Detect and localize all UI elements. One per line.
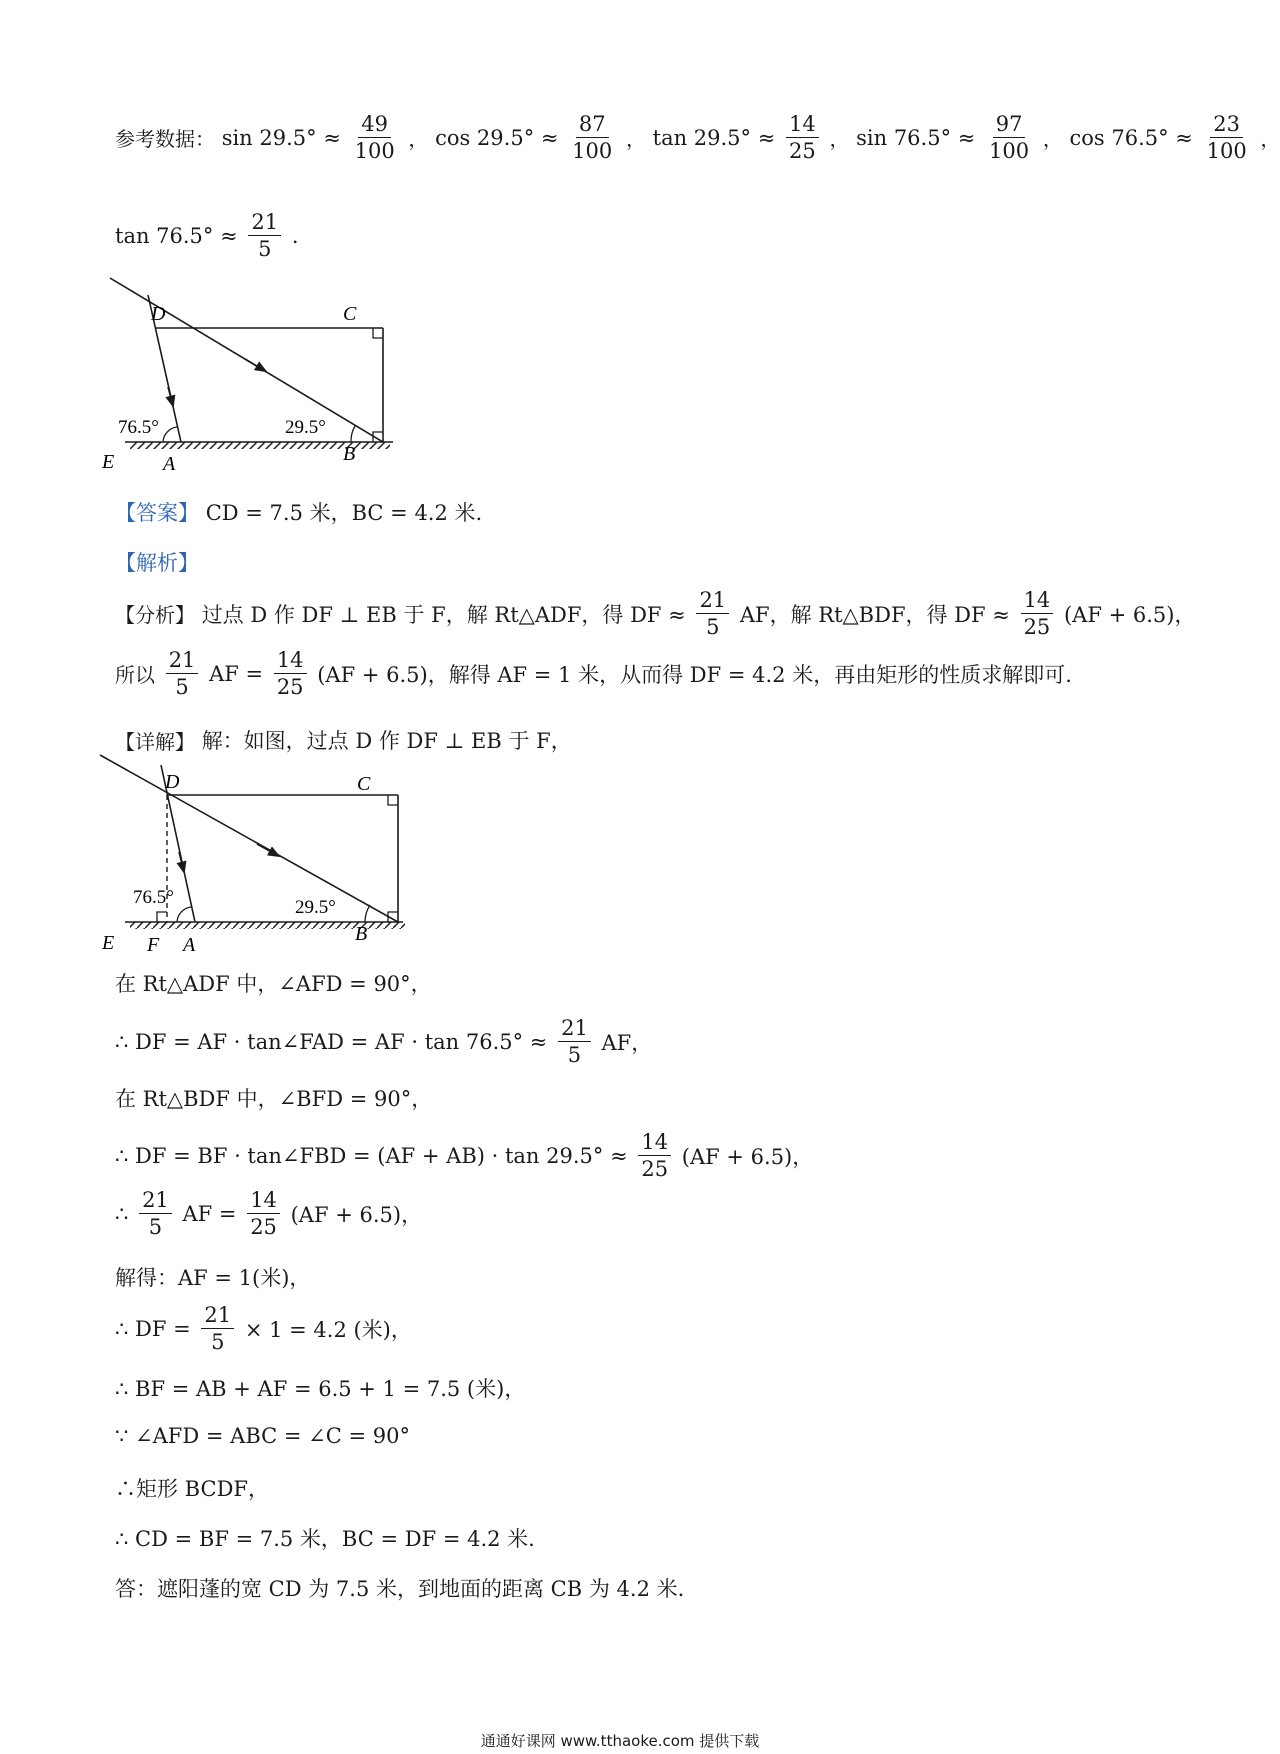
label-f-2: F	[147, 934, 160, 956]
detail-fraction-s2: $\frac{21}{5}$	[558, 1016, 591, 1067]
ref-fn-0: sin 29.5° ≈	[221, 125, 341, 150]
detail-step-3: 在 Rt△BDF 中，∠BFD = 90°，	[115, 1087, 433, 1111]
right-angle-c-2	[388, 795, 398, 805]
ref-fn-1: cos 29.5° ≈	[435, 125, 559, 150]
detail-fraction-s5a: $\frac{21}{5}$	[139, 1188, 172, 1239]
label-b: B	[343, 443, 356, 465]
fenxi-tag: 【分析】	[115, 603, 195, 628]
reference-data-line: 参考数据： sin 29.5° ≈ $\frac{49}{100}$ ， cos 29.5° ≈ $\frac{87}{100}$ ， tan 29.5° ≈ $\frac{14}{25}$ ， sin 76.5° ≈ $\frac{97}{100}$ ， cos 76.5° ≈ $\frac{23}{100}$ ，	[115, 112, 1280, 164]
fenxi-l2-b: AF =	[209, 661, 264, 686]
reference-data-line-2: tan 76.5° ≈ $\frac{21}{5}$ .	[115, 210, 299, 262]
ref-fn-4: cos 76.5° ≈	[1069, 125, 1193, 150]
figure-diagram-2	[102, 760, 445, 960]
detail-step-10: ∴矩形 BCDF，	[115, 1477, 269, 1501]
detail-step-8: ∴ BF = AB + AF = 6.5 + 1 = 7.5 (米)，	[115, 1377, 526, 1401]
page-footer: 通通好课网 www.tthaoke.com 提供下载	[480, 1732, 760, 1750]
label-b-2: B	[355, 923, 368, 945]
angle-label-a: 76.5°	[118, 417, 159, 438]
fenxi-l2-fraction-2: $\frac{14}{25}$	[274, 648, 307, 699]
ref-fn-2: tan 29.5° ≈	[652, 125, 776, 150]
ref-fraction-1: $\frac{87}{100}$	[572, 112, 613, 164]
detail-step-2: ∴ DF = AF · tan∠FAD = AF · tan 76.5° ≈ $\frac{21}{5}$ AF，	[115, 1016, 653, 1068]
angle-label-a-2: 76.5°	[133, 887, 174, 908]
ref-fn-3: sin 76.5° ≈	[856, 125, 976, 150]
ref-fraction-3: $\frac{97}{100}$	[989, 112, 1030, 164]
ref-fraction-2: $\frac{14}{25}$	[786, 112, 819, 163]
right-angle-c	[373, 328, 383, 338]
analysis-tag: 【解析】	[115, 551, 199, 575]
detail-step-4: ∴ DF = BF · tan∠FBD = (AF + AB) · tan 29.5° ≈ $\frac{14}{25}$ (AF + 6.5)，	[115, 1130, 814, 1182]
label-e: E	[102, 451, 115, 473]
angle-label-b-2: 29.5°	[295, 897, 336, 918]
reference-label: 参考数据：	[115, 127, 215, 152]
analysis-line	[115, 547, 199, 577]
fenxi-fraction-2: $\frac{14}{25}$	[1021, 588, 1054, 639]
detail-fraction-s7: $\frac{21}{5}$	[201, 1303, 234, 1354]
angle-arc-a-2	[177, 907, 191, 922]
ref-fraction-0: $\frac{49}{100}$	[354, 112, 395, 164]
detail-step-5: ∴ $\frac{21}{5}$ AF = $\frac{14}{25}$ (AF + 6.5)，	[115, 1188, 423, 1240]
fenxi-line-2	[115, 648, 1072, 699]
label-a-2: A	[183, 934, 196, 956]
ref-fraction-4: $\frac{23}{100}$	[1206, 112, 1247, 164]
detail-tag: 【详解】	[115, 729, 195, 754]
label-e-2: E	[102, 932, 115, 954]
detail-fraction-s5b: $\frac{14}{25}$	[247, 1188, 280, 1239]
angle-label-b: 29.5°	[285, 417, 326, 438]
detail-step-9: ∵ ∠AFD = ABC = ∠C = 90°	[115, 1423, 410, 1448]
detail-step-1: 在 Rt△ADF 中，∠AFD = 90°，	[115, 972, 432, 996]
ref-fn-5: tan 76.5° ≈	[115, 223, 238, 248]
angle-arc-b-2	[365, 905, 370, 922]
figure-diagram-1	[102, 290, 425, 475]
fenxi-text-2: AF，解 Rt△BDF，得 DF ≈	[739, 602, 1010, 627]
arrow-da	[168, 387, 172, 402]
detail-step-6: 解得：AF = 1(米)，	[115, 1266, 311, 1290]
detail-final-answer: 答：遮阳蓬的宽 CD 为 7.5 米，到地面的距离 CB 为 4.2 米.	[115, 1577, 685, 1601]
label-c: C	[343, 303, 357, 325]
fenxi-l2-a: 所以	[115, 663, 155, 688]
arrow-db-2	[257, 844, 275, 854]
answer-line	[115, 497, 482, 527]
label-d: D	[151, 303, 166, 325]
angle-arc-a	[163, 427, 177, 442]
ref-fraction-5: $\frac{21}{5}$	[248, 210, 281, 261]
fenxi-line-1	[115, 588, 1195, 639]
fenxi-text-1: 过点 D 作 DF ⊥ EB 于 F，解 Rt△ADF，得 DF ≈	[201, 602, 686, 627]
arrow-db	[245, 359, 262, 369]
right-angle-f	[157, 912, 167, 922]
label-d-2: D	[165, 771, 180, 793]
answer-tag: 【答案】	[115, 501, 199, 525]
detail-step-7: ∴ DF = $\frac{21}{5}$ × 1 = 4.2 (米)，	[115, 1303, 412, 1355]
label-a: A	[163, 453, 176, 475]
fenxi-l2-fraction-1: $\frac{21}{5}$	[166, 648, 199, 699]
angle-arc-b	[351, 426, 355, 442]
detail-step-11: ∴ CD = BF = 7.5 米，BC = DF = 4.2 米.	[115, 1527, 535, 1551]
fenxi-fraction-1: $\frac{21}{5}$	[696, 588, 729, 639]
detail-fraction-s4: $\frac{14}{25}$	[638, 1130, 671, 1181]
fenxi-text-3: (AF + 6.5)，	[1063, 602, 1196, 627]
detail-intro-line	[115, 725, 572, 755]
fenxi-l2-c: (AF + 6.5)，解得 AF = 1 米，从而得 DF = 4.2 米，再由矩形的性质求解即可.	[317, 662, 1072, 687]
detail-intro: 解：如图，过点 D 作 DF ⊥ EB 于 F，	[201, 729, 572, 753]
answer-text: CD = 7.5 米，BC = 4.2 米.	[205, 501, 483, 525]
label-c-2: C	[357, 773, 371, 795]
